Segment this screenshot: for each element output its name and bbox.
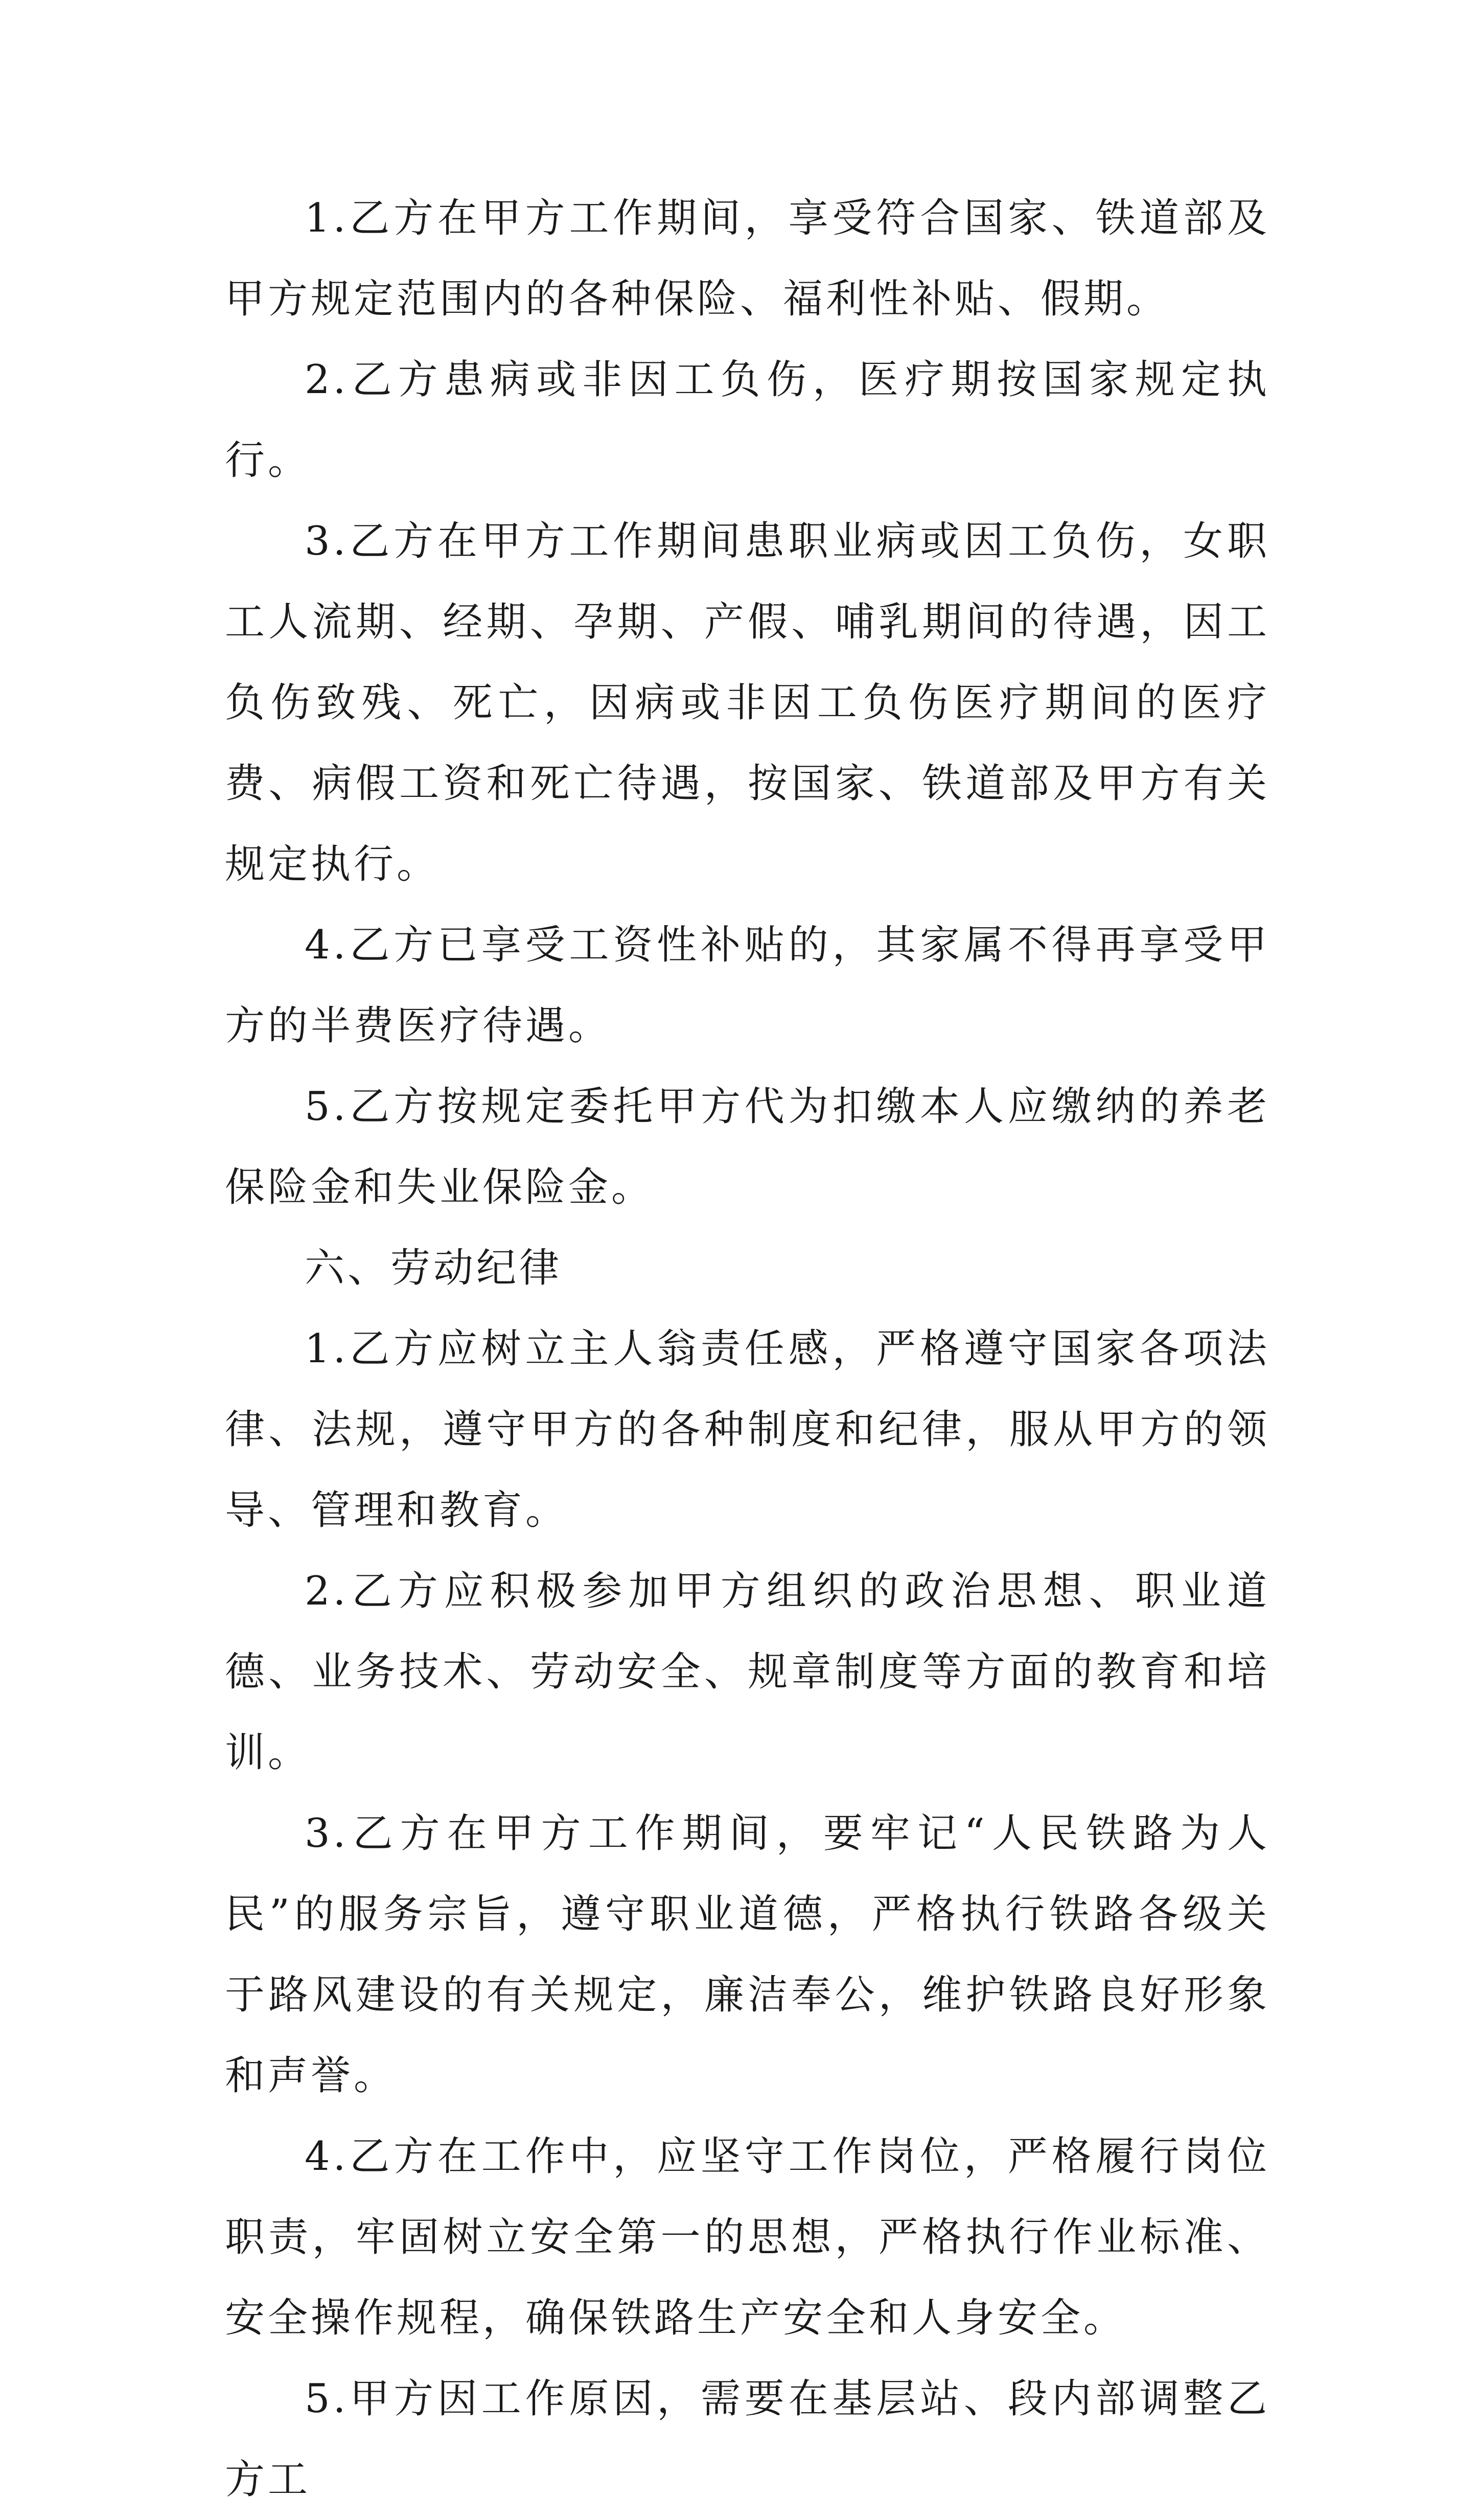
document-body (225, 178, 1270, 2520)
clause-5-item-3: 3.乙方在甲方工作期间患职业病或因工负伤，女职工人流期、经期、孕期、产假、哺乳期间的待遇，因工负伤致残、死亡，因病或非因工负伤医疗期间的医疗费、病假工资和死亡待遇，按国家、铁道部及甲方有关规定执行。 (225, 518, 1270, 887)
clause-6-item-4: 4.乙方在工作中，应坚守工作岗位，严格履行岗位职责，牢固树立安全第一的思想，严格执行作业标准、安全操作规程，确保铁路生产安全和人身安全。 (225, 2134, 1270, 2341)
clause-6-item-5: 5.甲方因工作原因，需要在基层站、段内部调整乙方工 (225, 2376, 1270, 2503)
section-6-heading: 六、劳动纪律 (305, 1245, 563, 1291)
clause-6-item-1: 1.乙方应树立主人翁责任感，严格遵守国家各项法律、法规，遵守甲方的各种制度和纪律，服从甲方的领导、管理和教育。 (225, 1326, 1270, 1533)
clause-5-item-4: 4.乙方已享受工资性补贴的，其家属不得再享受甲方的半费医疗待遇。 (225, 922, 1270, 1049)
clause-6-item-2: 2.乙方应积极参加甲方组织的政治思想、职业道德、业务技术、劳动安全、规章制度等方面的教育和培训。 (225, 1568, 1270, 1776)
clause-6-item-3: 3.乙方在甲方工作期间，要牢记“人民铁路为人民”的服务宗旨，遵守职业道德，严格执行铁路各级关于路风建设的有关规定，廉洁奉公，维护铁路良好形象和声誉。 (225, 1811, 1270, 2099)
clause-5-item-1: 1.乙方在甲方工作期间，享受符合国家、铁道部及甲方规定范围内的各种保险、福利性补贴、假期。 (225, 195, 1270, 322)
clause-5-item-2: 2.乙方患病或非因工负伤，医疗期按国家规定执行。 (225, 357, 1270, 484)
clause-5-item-5: 5.乙方按规定委托甲方代为扣缴本人应缴纳的养老保险金和失业保险金。 (225, 1084, 1270, 1210)
